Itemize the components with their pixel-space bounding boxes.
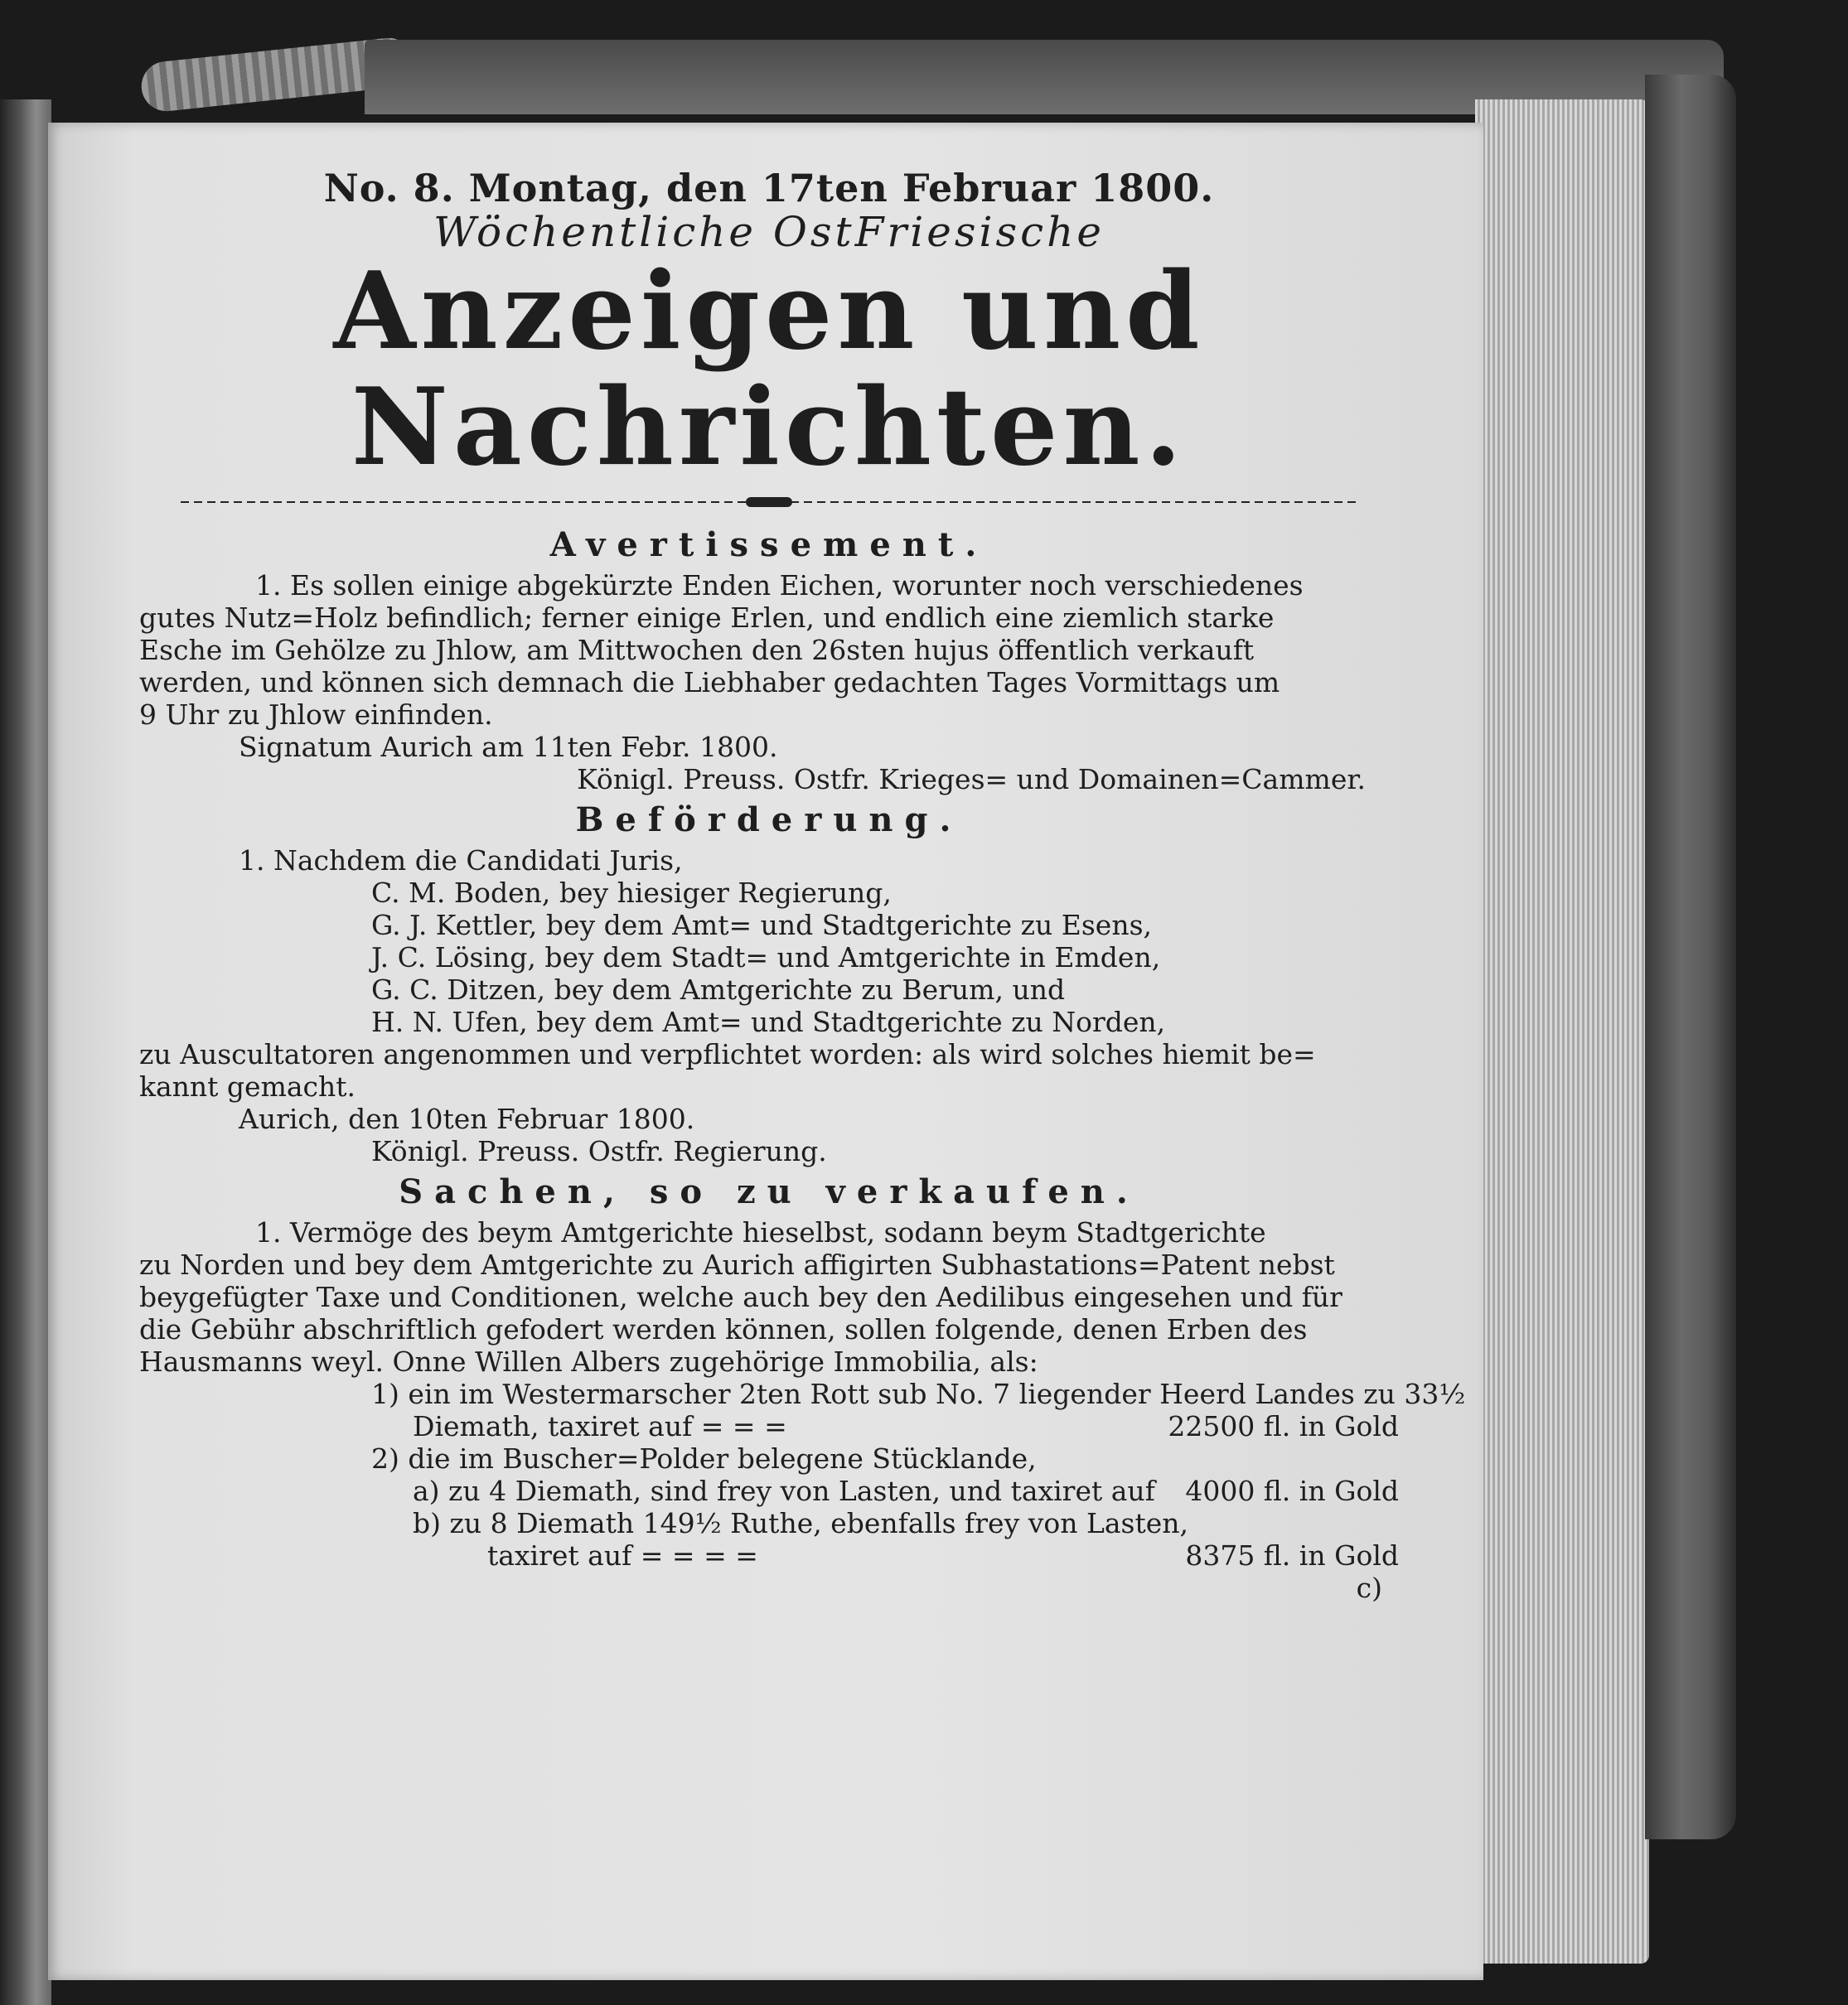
sale-item-text: Diemath, taxiret auf = = =	[413, 1410, 787, 1442]
section-avertissement	[139, 525, 1399, 795]
section-heading: Sachen, so zu verkaufen.	[399, 1172, 1139, 1211]
sale-item	[139, 1507, 1399, 1539]
text-line: gutes Nutz=Holz befindlich; ferner einige Erlen, und endlich eine ziemlich starke	[139, 602, 1275, 634]
text-line: zu Norden und bey dem Amtgerichte zu Aurich affigirten Subhastations=Patent nebst	[139, 1249, 1335, 1281]
name-line: G. C. Ditzen, bey dem Amtgerichte zu Berum, und	[371, 974, 1066, 1006]
name-line: J. C. Lösing, bey dem Stadt= und Amtgerichte in Emden,	[371, 941, 1161, 974]
sale-item-amount: 8375 fl. in Gold	[1185, 1539, 1399, 1572]
text-line: 9 Uhr zu Jhlow einfinden.	[139, 698, 493, 731]
text-line: die Gebühr abschriftlich gefodert werden können, sollen folgende, denen Erben des	[139, 1313, 1308, 1346]
text-line: 1. Nachdem die Candidati Juris,	[239, 844, 683, 877]
section-sachen-verkaufen	[139, 1172, 1466, 1604]
page-content	[139, 166, 1466, 1612]
newspaper-title: Anzeigen und Nachrichten.	[333, 249, 1205, 490]
text-line: beygefügter Taxe und Conditionen, welche auch bey den Aedilibus eingesehen und für	[139, 1281, 1342, 1313]
sale-item-text: 2) die im Buscher=Polder belegene Stücklande,	[371, 1442, 1037, 1475]
text-line: 1. Es sollen einige abgekürzte Enden Eichen, worunter noch verschiedenes	[255, 569, 1304, 602]
left-page-edge	[0, 99, 51, 2005]
text-line: 1. Vermöge des beym Amtgerichte hieselbst, sodann beym Stadtgerichte	[255, 1216, 1266, 1249]
signature-line: Königl. Preuss. Ostfr. Krieges= und Domainen=Cammer.	[577, 763, 1366, 795]
section-heading: Avertissement.	[549, 525, 989, 564]
text-line: werden, und können sich demnach die Liebhaber gedachten Tages Vormittags um	[139, 666, 1280, 698]
sale-item-text: taxiret auf = = = =	[487, 1539, 758, 1572]
sale-item-amount: 22500 fl. in Gold	[1168, 1410, 1399, 1442]
text-line: zu Auscultatoren angenommen und verpflichtet worden: als wird solches hiemit be=	[139, 1038, 1316, 1070]
date-line: Aurich, den 10ten Februar 1800.	[239, 1103, 695, 1135]
sale-item	[139, 1442, 1399, 1475]
ornamental-rule	[181, 497, 1357, 507]
page-stack-edge	[1475, 99, 1649, 1964]
signature-line: Königl. Preuss. Ostfr. Regierung.	[371, 1135, 827, 1167]
book-cover-right	[1645, 75, 1736, 1839]
sale-item-text: 1) ein im Westermarscher 2ten Rott sub No. 7 liegender Heerd Landes zu 33½	[371, 1378, 1466, 1410]
sale-item-amount: 4000 fl. in Gold	[1185, 1475, 1399, 1507]
sale-item	[139, 1539, 1399, 1572]
sale-item	[139, 1378, 1466, 1410]
signatum-line: Signatum Aurich am 11ten Febr. 1800.	[239, 731, 778, 763]
catchword: c)	[1356, 1572, 1382, 1604]
newspaper-supertitle: Wöchentliche OstFriesische	[433, 208, 1105, 256]
name-line: C. M. Boden, bey hiesiger Regierung,	[371, 877, 892, 909]
sale-item	[139, 1475, 1399, 1507]
name-line: H. N. Ufen, bey dem Amt= und Stadtgerichte zu Norden,	[371, 1006, 1166, 1038]
sale-item-text: b) zu 8 Diemath 149½ Ruthe, ebenfalls frey von Lasten,	[413, 1507, 1189, 1539]
sale-item-text: a) zu 4 Diemath, sind frey von Lasten, und taxiret auf	[413, 1475, 1155, 1507]
newspaper-page	[48, 123, 1483, 1980]
name-line: G. J. Kettler, bey dem Amt= und Stadtgerichte zu Esens,	[371, 909, 1152, 941]
section-befoerderung	[139, 800, 1399, 1167]
text-line: kannt gemacht.	[139, 1070, 356, 1103]
section-heading: Beförderung.	[575, 800, 963, 839]
masthead-dateline: No. 8. Montag, den 17ten Februar 1800.	[323, 166, 1215, 210]
text-line: Hausmanns weyl. Onne Willen Albers zugehörige Immobilia, als:	[139, 1346, 1038, 1378]
text-line: Esche im Gehölze zu Jhlow, am Mittwochen den 26sten hujus öffentlich verkauft	[139, 634, 1255, 666]
sale-item	[139, 1410, 1399, 1442]
